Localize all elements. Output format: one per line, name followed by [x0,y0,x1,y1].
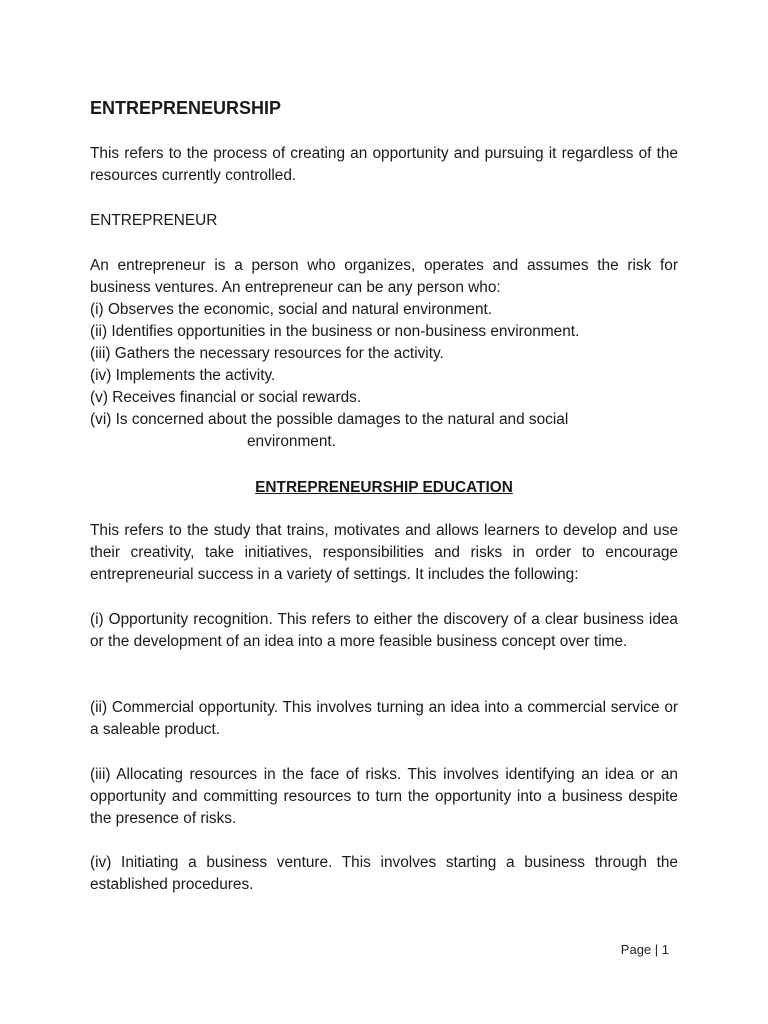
education-heading: ENTREPRENEURSHIP EDUCATION [255,479,513,496]
entrepreneur-traits-list [90,299,678,453]
entrepreneur-definition: An entrepreneur is a person who organizes, operates and assumes the risk for business ventures. An entrepreneur can be any person who: [90,257,678,296]
trait-vi-line-1: (vi) Is concerned about the possible damages to the natural and social [90,411,569,428]
education-intro: This refers to the study that trains, motivates and allows learners to develop and use their creativity, take initiatives, responsibilities and risks in order to encourage entrepreneurial success in a variety of settings. It includes the following: [90,522,678,583]
page-number: Page | 1 [620,942,669,957]
entrepreneur-subheading: ENTREPRENEUR [90,212,218,229]
document-title: ENTREPRENEURSHIP [90,98,282,118]
trait-item: (v) Receives financial or social rewards. [90,389,362,406]
trait-item: (iv) Implements the activity. [90,367,276,384]
trait-item: (iii) Gathers the necessary resources for the activity. [90,345,444,362]
education-item: (iii) Allocating resources in the face of risks. This involves identifying an idea or an opportunity and committing resources to turn the opportunity into a business despite the presence of risks. [90,766,678,827]
trait-item: (i) Observes the economic, social and natural environment. [90,301,493,318]
intro-paragraph: This refers to the process of creating an opportunity and pursuing it regardless of the resources currently controlled. [90,145,678,184]
education-item: (i) Opportunity recognition. This refers to either the discovery of a clear business idea or the development of an idea into a more feasible business concept over time. [90,611,678,650]
education-item: (iv) Initiating a business venture. This involves starting a business through the established procedures. [90,854,678,893]
education-item: (ii) Commercial opportunity. This involves turning an idea into a commercial service or a saleable product. [90,699,678,738]
trait-item: (ii) Identifies opportunities in the business or non-business environment. [90,323,580,340]
trait-item [90,409,678,453]
trait-vi-line-2: environment. [247,433,336,450]
